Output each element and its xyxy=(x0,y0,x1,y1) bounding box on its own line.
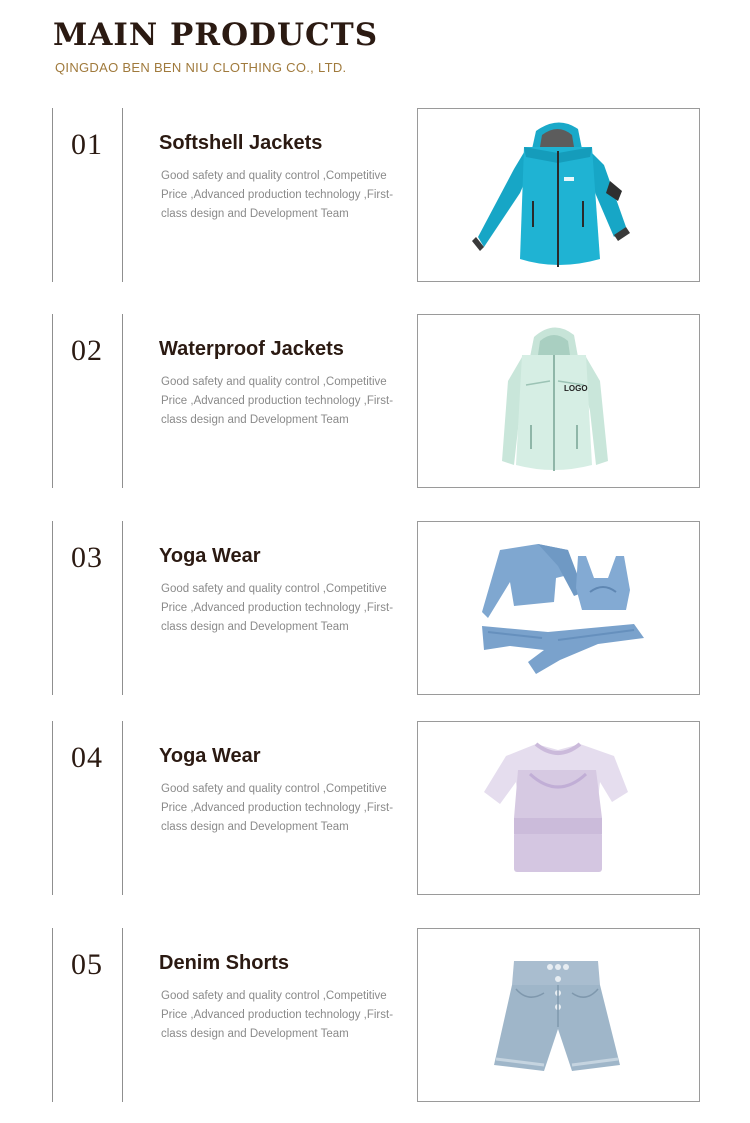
divider-line xyxy=(52,721,53,895)
blue-softshell-jacket-image xyxy=(418,109,699,281)
product-name: Denim Shorts xyxy=(159,952,290,974)
product-image-frame[interactable] xyxy=(417,314,700,488)
product-image-frame[interactable] xyxy=(417,928,700,1102)
company-subtitle: QINGDAO BEN BEN NIU CLOTHING CO., LTD. xyxy=(55,60,347,75)
divider-line xyxy=(52,108,53,282)
divider-line xyxy=(122,108,123,282)
divider-line xyxy=(122,521,123,695)
product-description: Good safety and quality control ,Competitive Price ,Advanced production technology ,First-class design and Development Team xyxy=(161,583,394,633)
product-description: Good safety and quality control ,Competitive Price ,Advanced production technology ,First-class design and Development Team xyxy=(161,990,394,1040)
product-image-frame[interactable] xyxy=(417,108,700,282)
product-description: Good safety and quality control ,Competitive Price ,Advanced production technology ,First-class design and Development Team xyxy=(161,376,394,426)
denim-shorts-image xyxy=(418,929,699,1101)
lilac-yoga-top-image xyxy=(418,722,699,894)
product-number: 01 xyxy=(71,128,103,161)
product-item-5 xyxy=(0,928,750,1102)
divider-line xyxy=(122,721,123,895)
product-item-2 xyxy=(0,314,750,488)
product-name: Softshell Jackets xyxy=(159,132,323,154)
divider-line xyxy=(52,521,53,695)
product-item-1 xyxy=(0,108,750,282)
product-number: 05 xyxy=(71,948,103,981)
blue-yoga-set-image xyxy=(418,522,699,694)
product-image-frame[interactable] xyxy=(417,721,700,895)
product-name: Yoga Wear xyxy=(159,745,261,767)
divider-line xyxy=(122,314,123,488)
mint-waterproof-jacket-image xyxy=(418,315,699,487)
product-item-3 xyxy=(0,521,750,695)
product-image-frame[interactable] xyxy=(417,521,700,695)
divider-line xyxy=(52,928,53,1102)
product-number: 04 xyxy=(71,741,103,774)
product-item-4 xyxy=(0,721,750,895)
product-description: Good safety and quality control ,Competitive Price ,Advanced production technology ,First-class design and Development Team xyxy=(161,170,394,220)
logo-label: LOGO xyxy=(564,384,588,393)
divider-line xyxy=(52,314,53,488)
product-name: Waterproof Jackets xyxy=(159,338,344,360)
product-name: Yoga Wear xyxy=(159,545,261,567)
product-description: Good safety and quality control ,Competitive Price ,Advanced production technology ,First-class design and Development Team xyxy=(161,783,394,833)
page-title: MAIN PRODUCTS xyxy=(53,17,379,53)
product-number: 03 xyxy=(71,541,103,574)
divider-line xyxy=(122,928,123,1102)
product-number: 02 xyxy=(71,334,103,367)
